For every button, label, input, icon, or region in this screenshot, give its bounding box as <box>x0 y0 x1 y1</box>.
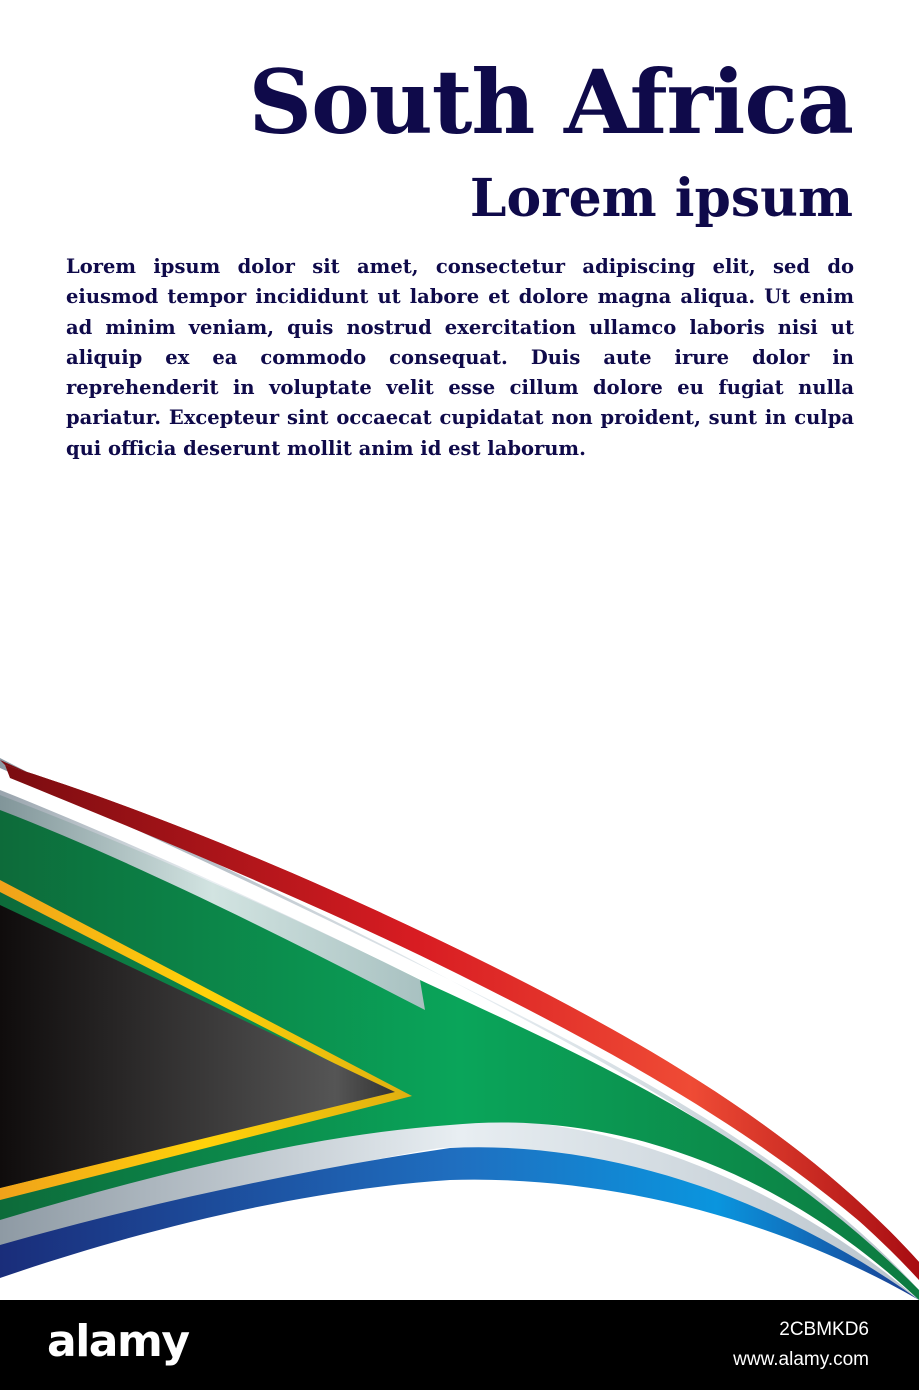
alamy-logo: alamy <box>47 1316 189 1367</box>
site-url: www.alamy.com <box>733 1349 869 1370</box>
image-id: 2CBMKD6 <box>779 1319 869 1340</box>
watermark-footer <box>0 1300 919 1390</box>
page-title: South Africa <box>248 50 853 154</box>
south-africa-flag-wave <box>0 740 919 1300</box>
body-paragraph: Lorem ipsum dolor sit amet, consectetur adipiscing elit, sed do eiusmod tempor incididunt ut labore et dolore magna aliqua. Ut enim ad minim veniam, quis nostrud exercitation ullamco laboris nisi ut aliquip ex ea commodo consequat. Duis aute irure dolor in reprehenderit in voluptate velit esse cillum dolore eu fugiat nulla pariatur. Excepteur sint occaecat cupidatat non proident, sunt in culpa qui officia deserunt mollit anim id est laborum. <box>66 255 854 460</box>
page-subtitle: Lorem ipsum <box>469 168 853 229</box>
